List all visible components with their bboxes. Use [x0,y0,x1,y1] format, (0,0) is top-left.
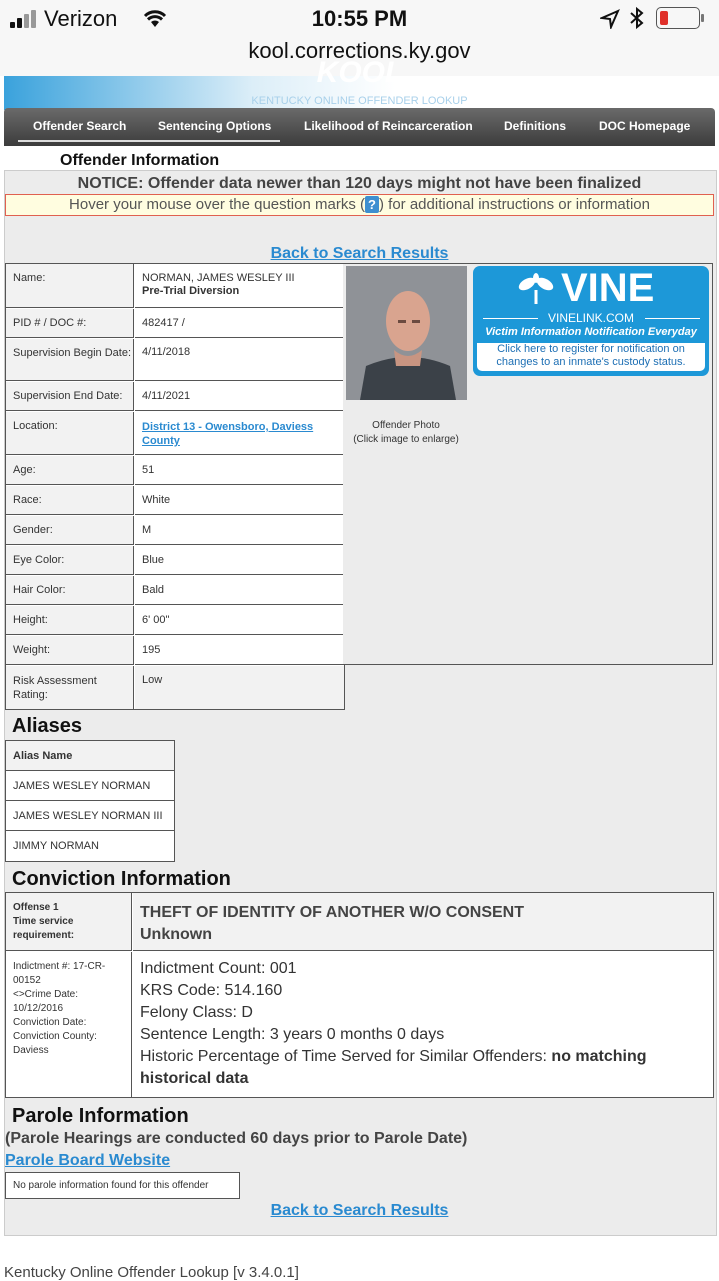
eye-color-label: Eye Color: [6,546,134,575]
alias-header: Alias Name [6,741,174,771]
conviction-date: Conviction Date: [13,1017,87,1028]
offender-photo[interactable] [346,266,467,400]
section-title: Offender Information [60,152,220,169]
historic-value: no matching historical data [140,1048,647,1087]
vine-logo: VINE [561,266,655,310]
risk-rating-value: Low [135,666,344,709]
nav-doc-homepage[interactable]: DOC Homepage [599,119,691,133]
photo-caption-hint: (Click image to enlarge) [353,434,459,445]
bluetooth-icon [628,6,646,35]
indictment-label-cell [6,952,132,1097]
conviction-county: Conviction County: Daviess [13,1031,97,1056]
time-service-label: Time service requirement: [13,916,75,941]
supervision-begin-value: 4/11/2018 [135,339,344,381]
height-value: 6' 00" [135,606,344,635]
indictment-detail-cell [133,952,713,1097]
conviction-heading: Conviction Information [12,868,231,890]
location-link[interactable]: District 13 - Owensboro, Daviess County [142,421,314,447]
supervision-end-label: Supervision End Date: [6,382,134,411]
name-label: Name: [6,264,134,308]
alias-row: JAMES WESLEY NORMAN [6,771,174,801]
hover-help-text-end: ) for additional instructions or information [379,196,650,213]
nav-offender-search[interactable]: Offender Search [33,119,127,133]
height-label: Height: [6,606,134,635]
crime-date: <>Crime Date: 10/12/2016 [13,989,79,1014]
battery-icon [656,7,704,29]
photo-caption-title: Offender Photo [372,420,440,431]
indictment-count: Indictment Count: 001 [140,960,297,977]
vine-cta[interactable]: Click here to register for notification on changes to an inmate's custody status. [477,343,705,371]
back-to-search-link-bottom[interactable]: Back to Search Results [270,1202,449,1219]
address-bar[interactable]: kool.corrections.ky.gov [248,38,471,63]
offense-title-cell [133,893,713,951]
offender-name: NORMAN, JAMES WESLEY III [142,272,295,284]
race-label: Race: [6,486,134,515]
footer-version: Kentucky Online Offender Lookup [v 3.4.0.1] [4,1264,299,1281]
felony-class: Felony Class: D [140,1004,253,1021]
age-value: 51 [135,456,344,485]
alias-row: JIMMY NORMAN [13,840,99,852]
aliases-table [5,740,175,862]
hair-color-label: Hair Color: [6,576,134,605]
conviction-table [5,892,714,1098]
parole-note: (Parole Hearings are conducted 60 days prior to Parole Date) [5,1130,468,1147]
nav-active-underline [18,140,280,142]
aliases-heading: Aliases [12,715,83,737]
hover-help-text-start: Hover your mouse over the question marks ( [69,196,365,213]
vine-rule-right [645,318,700,319]
historic-label: Historic Percentage of Time Served for Similar Offenders: [140,1048,552,1065]
eye-color-value: Blue [135,546,344,575]
parole-board-link[interactable]: Parole Board Website [5,1152,171,1169]
alias-row: JAMES WESLEY NORMAN III [6,801,174,831]
pid-value: 482417 / [135,309,344,338]
nav-definitions[interactable]: Definitions [504,119,566,133]
weight-label: Weight: [6,636,134,665]
back-to-search-link-top[interactable]: Back to Search Results [270,245,449,262]
offender-details-table [5,263,345,710]
vine-leaf-icon [517,272,555,311]
gender-value: M [135,516,344,545]
main-nav [4,108,715,146]
carrier-name: Verizon [44,6,118,31]
offense-title: THEFT OF IDENTITY OF ANOTHER W/O CONSENT [140,904,524,921]
parole-none-box: No parole information found for this offender [5,1172,240,1199]
sentence-length: Sentence Length: 3 years 0 months 0 days [140,1026,445,1043]
vine-tagline: Victim Information Notification Everyday [485,326,697,338]
vine-banner[interactable] [473,266,709,376]
vine-site: VINELINK.COM [547,311,634,325]
gender-label: Gender: [6,516,134,545]
offense-number: Offense 1 [13,902,59,913]
race-value: White [135,486,344,515]
offender-status: Pre-Trial Diversion [142,285,240,297]
supervision-end-value: 4/11/2021 [135,382,344,411]
name-value [135,264,344,308]
indictment-number: Indictment #: 17-CR-00152 [13,961,106,986]
parole-heading: Parole Information [12,1105,189,1127]
location-arrow-icon [600,9,620,34]
historic-percentage [140,1046,683,1090]
age-label: Age: [6,456,134,485]
nav-likelihood-reincarceration[interactable]: Likelihood of Reincarceration [304,119,473,133]
question-mark-icon[interactable]: ? [365,196,379,213]
risk-rating-label: Risk Assessment Rating: [6,666,134,709]
kool-logo: KOOL [316,56,404,89]
pid-label: PID # / DOC #: [6,309,134,338]
time-service-value: Unknown [140,926,212,943]
offense-label-cell [6,893,132,951]
nav-sentencing-options[interactable]: Sentencing Options [158,119,272,133]
vine-rule-left [483,318,538,319]
clock: 10:55 PM [311,6,408,31]
hover-help-box [5,194,714,216]
location-value [135,412,344,455]
photo-caption [343,419,469,447]
location-label: Location: [6,412,134,455]
notice-text: NOTICE: Offender data newer than 120 days might not have been finalized [77,175,642,192]
site-subtitle: KENTUCKY ONLINE OFFENDER LOOKUP [251,95,468,107]
krs-code: KRS Code: 514.160 [140,982,283,999]
hair-color-value: Bald [135,576,344,605]
supervision-begin-label: Supervision Begin Date: [6,339,134,381]
weight-value: 195 [135,636,344,665]
